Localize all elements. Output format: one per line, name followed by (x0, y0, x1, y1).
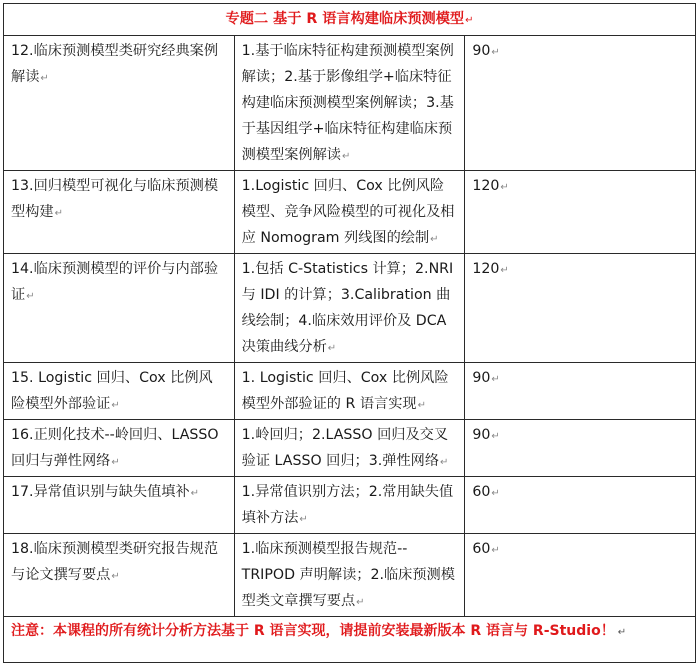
content-text: 1.临床预测模型报告规范--TRIPOD 声明解读；2.临床预测模型类文章撰写要点 (241, 541, 455, 609)
topic-text: 13.回归模型可视化与临床预测模型构建 (11, 178, 219, 220)
minutes-text: 120 (472, 261, 500, 277)
minutes-cell (465, 254, 696, 363)
content-text: 1. Logistic 回归、Cox 比例风险模型外部验证的 R 语言实现 (241, 370, 449, 412)
topic-cell (4, 420, 235, 477)
minutes-cell (465, 363, 696, 420)
paragraph-mark-icon: ↵ (491, 545, 500, 556)
paragraph-mark-icon: ↵ (491, 431, 500, 442)
topic-cell (4, 254, 235, 363)
minutes-text: 90 (472, 43, 491, 59)
minutes-text: 90 (472, 370, 491, 386)
paragraph-mark-icon: ↵ (111, 400, 120, 411)
paragraph-mark-icon: ↵ (500, 265, 509, 276)
content-cell (234, 420, 465, 477)
content-cell (234, 534, 465, 617)
paragraph-mark-icon: ↵ (491, 488, 500, 499)
minutes-text: 60 (472, 541, 491, 557)
content-cell (234, 254, 465, 363)
paragraph-mark-icon: ↵ (500, 182, 509, 193)
content-cell (234, 477, 465, 534)
paragraph-mark-icon: ↵ (111, 571, 120, 582)
topic-cell (4, 171, 235, 254)
table-row (4, 534, 696, 617)
topic-text: 12.临床预测模型类研究经典案例解读 (11, 43, 219, 85)
paragraph-mark-icon: ↵ (491, 374, 500, 385)
paragraph-mark-icon: ↵ (356, 597, 365, 608)
content-text: 1.Logistic 回归、Cox 比例风险模型、竞争风险模型的可视化及相应 Nomogram 列线图的绘制 (241, 178, 455, 246)
topic-cell (4, 477, 235, 534)
table-row (4, 363, 696, 420)
content-cell (234, 363, 465, 420)
topic-cell (4, 36, 235, 171)
content-cell (234, 36, 465, 171)
topic-text: 18.临床预测模型类研究报告规范与论文撰写要点 (11, 541, 219, 583)
footer-note: 注意：本课程的所有统计分析方法基于 R 语言实现，请提前安装最新版本 R 语言与 R-Studio！ (11, 623, 615, 639)
table-row (4, 254, 696, 363)
content-text: 1.包括 C-Statistics 计算；2.NRI 与 IDI 的计算；3.Calibration 曲线绘制；4.临床效用评价及 DCA 决策曲线分析 (241, 261, 454, 355)
section-title-cell (4, 4, 696, 36)
paragraph-mark-icon: ↵ (54, 208, 63, 219)
topic-text: 17.异常值识别与缺失值填补 (11, 484, 190, 500)
paragraph-mark-icon: ↵ (430, 234, 439, 245)
paragraph-mark-icon: ↵ (190, 488, 200, 499)
topic-cell (4, 363, 235, 420)
minutes-text: 60 (472, 484, 491, 500)
table-row (4, 420, 696, 477)
course-table (3, 3, 696, 663)
content-text: 1.岭回归；2.LASSO 回归及交叉验证 LASSO 回归；3.弹性网络 (241, 427, 449, 469)
topic-cell (4, 534, 235, 617)
table-row (4, 477, 696, 534)
topic-text: 16.正则化技术--岭回归、LASSO 回归与弹性网络 (11, 427, 219, 469)
content-cell (234, 171, 465, 254)
paragraph-mark-icon: ↵ (327, 343, 337, 354)
paragraph-mark-icon: ↵ (617, 627, 627, 638)
table-header-row (4, 4, 696, 36)
paragraph-mark-icon: ↵ (299, 514, 308, 525)
table-row (4, 36, 696, 171)
paragraph-mark-icon: ↵ (26, 291, 35, 302)
topic-text: 14.临床预测模型的评价与内部验证 (11, 261, 219, 303)
minutes-text: 90 (472, 427, 491, 443)
minutes-cell (465, 36, 696, 171)
paragraph-mark-icon: ↵ (341, 151, 351, 162)
section-title: 专题二 基于 R 语言构建临床预测模型 (225, 11, 465, 27)
minutes-text: 120 (472, 178, 500, 194)
table-row (4, 171, 696, 254)
minutes-cell (465, 477, 696, 534)
paragraph-mark-icon: ↵ (465, 15, 474, 26)
paragraph-mark-icon: ↵ (491, 47, 500, 58)
minutes-cell (465, 171, 696, 254)
paragraph-mark-icon: ↵ (440, 457, 449, 468)
content-text: 1.基于临床特征构建预测模型案例解读；2.基于影像组学+临床特征构建临床预测模型案例解读；3.基于基因组学+临床特征构建临床预测模型案例解读 (241, 43, 454, 163)
minutes-cell (465, 534, 696, 617)
paragraph-mark-icon: ↵ (40, 73, 49, 84)
footer-note-cell (4, 617, 696, 663)
table-footer-row (4, 617, 696, 663)
minutes-cell (465, 420, 696, 477)
content-text: 1.异常值识别方法；2.常用缺失值填补方法 (241, 484, 454, 526)
paragraph-mark-icon: ↵ (417, 400, 426, 411)
topic-text: 15. Logistic 回归、Cox 比例风险模型外部验证 (11, 370, 213, 412)
paragraph-mark-icon: ↵ (111, 457, 120, 468)
